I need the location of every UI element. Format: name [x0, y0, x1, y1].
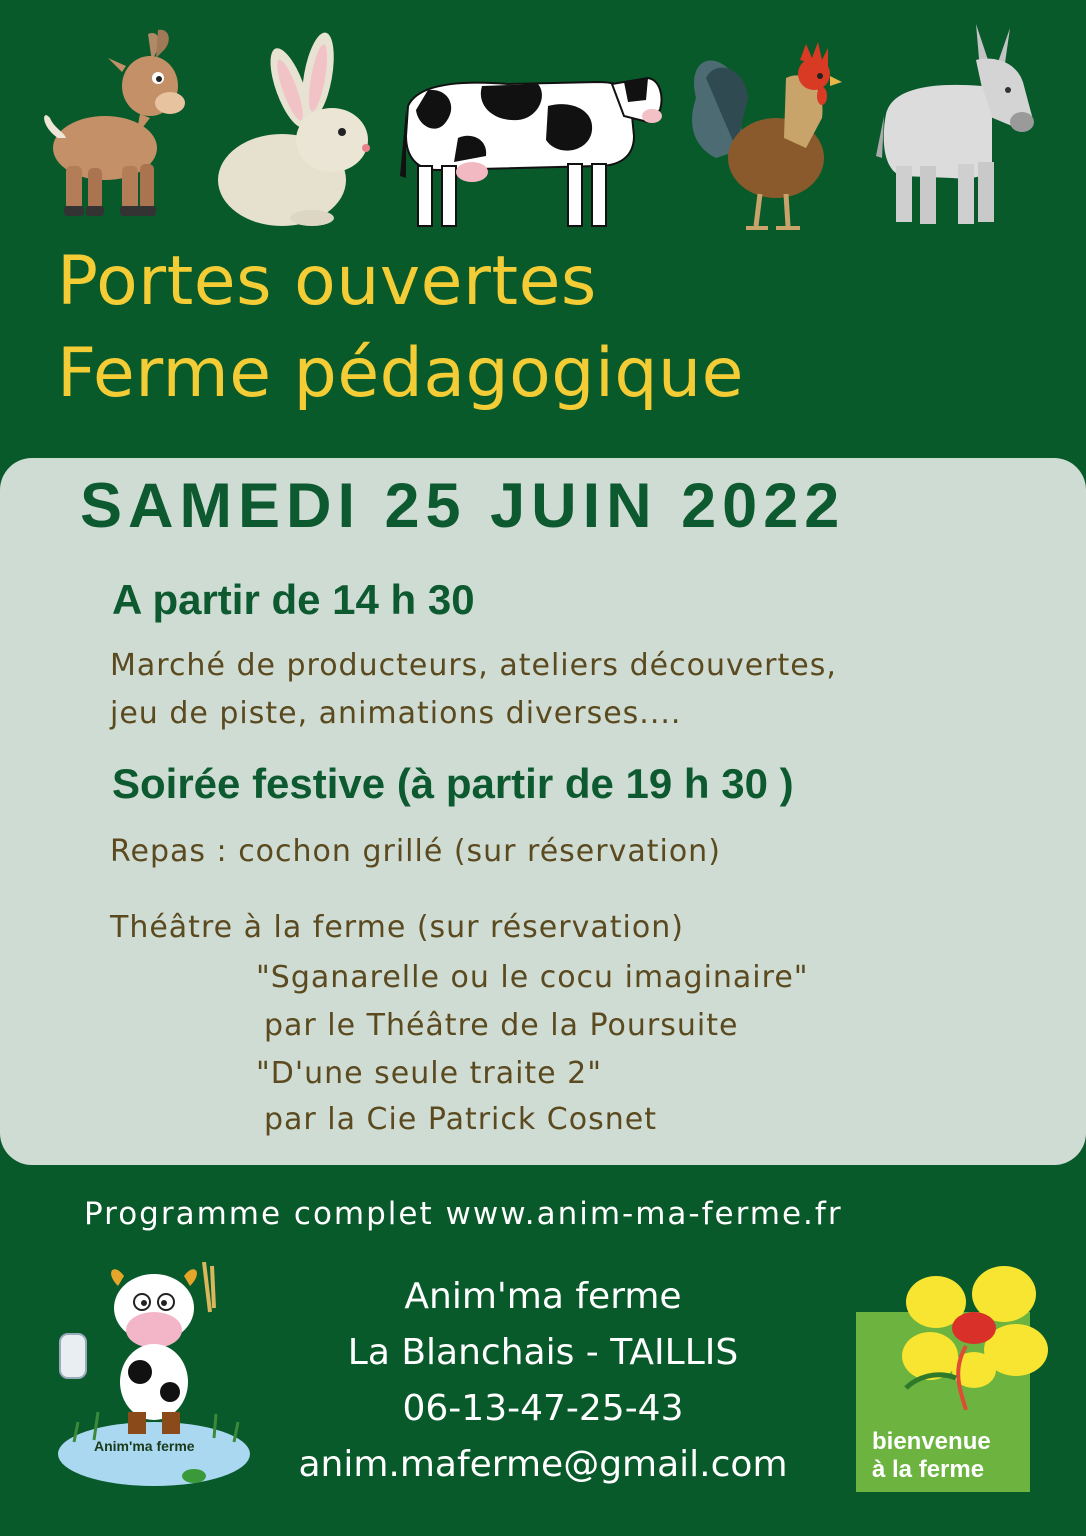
address: La Blanchais - TAILLIS	[347, 1332, 739, 1373]
bienvenue-a-la-ferme-logo	[856, 1260, 1056, 1492]
email-address[interactable]: anim.maferme@gmail.com	[298, 1444, 788, 1485]
right-logo-text-line-1: bienvenue	[872, 1428, 991, 1455]
animal-illustrations	[0, 0, 1086, 250]
title-line-1: Portes ouvertes	[57, 242, 597, 321]
donkey-icon	[872, 16, 1042, 234]
play-2-company: par la Cie Patrick Cosnet	[264, 1102, 657, 1137]
animma-ferme-logo	[54, 1262, 254, 1492]
afternoon-heading: A partir de 14 h 30	[112, 576, 475, 623]
cow-mascot-icon	[54, 1262, 254, 1492]
rabbit-icon	[212, 30, 377, 230]
play-1-title: "Sganarelle ou le cocu imaginaire"	[256, 960, 809, 995]
goat-icon	[30, 28, 200, 228]
left-logo-text: Anim'ma ferme	[94, 1438, 195, 1454]
phone-number[interactable]: 06-13-47-25-43	[402, 1388, 684, 1429]
event-date: SAMEDI 25 JUIN 2022	[80, 471, 846, 541]
afternoon-line-2: jeu de piste, animations diverses....	[110, 696, 682, 731]
flower-icon	[856, 1260, 1056, 1410]
play-2-title: "D'une seule traite 2"	[256, 1056, 603, 1091]
right-logo-text-line-2: à la ferme	[872, 1456, 985, 1483]
program-link[interactable]: Programme complet www.anim-ma-ferme.fr	[84, 1196, 843, 1232]
meal-text: Repas : cochon grillé (sur réservation)	[110, 834, 721, 869]
cow-icon	[398, 66, 666, 236]
afternoon-line-1: Marché de producteurs, ateliers découvertes,	[110, 648, 837, 683]
play-1-company: par le Théâtre de la Poursuite	[264, 1008, 739, 1043]
title-line-2: Ferme pédagogique	[57, 334, 744, 413]
evening-heading: Soirée festive (à partir de 19 h 30 )	[112, 760, 794, 807]
rooster-icon	[676, 38, 846, 238]
org-name: Anim'ma ferme	[404, 1276, 682, 1317]
theatre-text: Théâtre à la ferme (sur réservation)	[110, 910, 684, 945]
